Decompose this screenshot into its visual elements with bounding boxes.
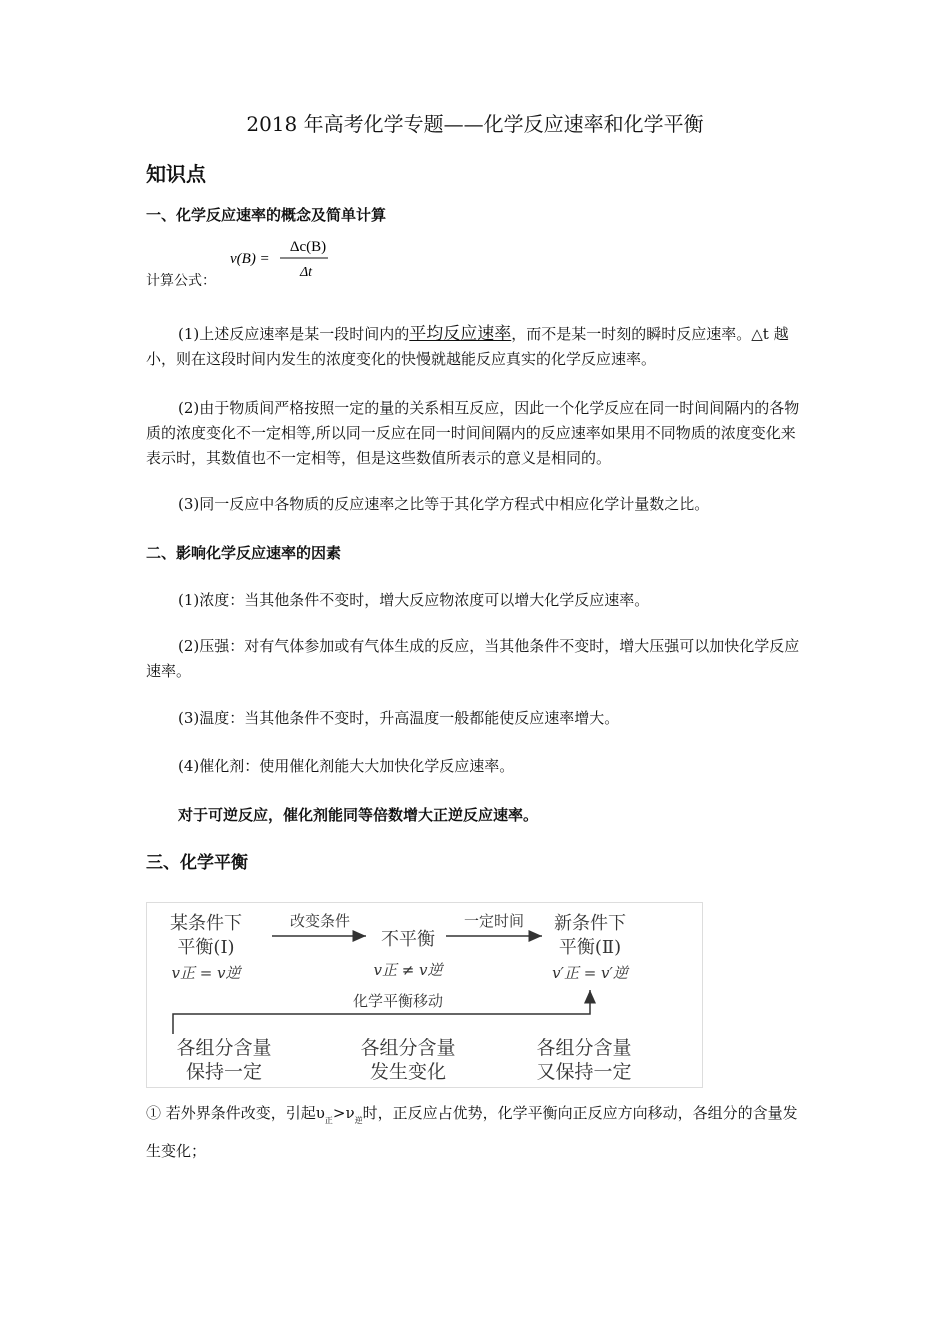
average-rate-emphasis: 平均反应速率 — [409, 324, 512, 344]
state2-line1: 不平衡 — [381, 929, 435, 950]
sec1-paragraph-1: (1)上述反应速率是某一段时间内的平均反应速率，而不是某一时刻的瞬时反应速率。△t 越小，则在这段时间内发生的浓度变化的快慢就越能反应真实的化学反应速率。 — [146, 324, 789, 368]
factor-pressure: (2)压强：对有气体参加或有气体生成的反应，当其他条件不变时，增大压强可以加快化学反应速率。 — [146, 637, 800, 680]
bottom1-line2: 保持一定 — [185, 1061, 263, 1083]
bottom3-line2: 又保持一定 — [536, 1061, 632, 1083]
state3-line1: 新条件下 — [554, 913, 626, 934]
state1-line2: 平衡(Ⅰ) — [177, 937, 235, 958]
catalyst-note: 对于可逆反应，催化剂能同等倍数增大正逆反应速率。 — [178, 806, 539, 824]
bottom3-line1: 各组分含量 — [536, 1037, 632, 1059]
state3-line2: 平衡(Ⅱ) — [558, 937, 622, 958]
arrow1-label: 改变条件 — [289, 912, 351, 930]
formula-lhs: v(B) = — [230, 251, 270, 267]
formula-denominator: Δt — [299, 265, 313, 280]
state1-line1: 某条件下 — [170, 913, 242, 934]
factor-temperature: (3)温度：当其他条件不变时，升高温度一般都能使反应速率增大。 — [178, 709, 620, 727]
section-1-heading: 一、化学反应速率的概念及简单计算 — [146, 206, 387, 224]
state3-rate-relation: v′正 = v′逆 — [552, 964, 628, 982]
sec3-paragraph-1: ① 若外界条件改变，引起$\upsilon_正>\nu_逆$时，正反应占优势，化学平衡向正反应方向移动，各组分的含量发生变化； — [146, 1104, 798, 1160]
factor-concentration: (1)浓度：当其他条件不变时，增大反应物浓度可以增大化学反应速率。 — [178, 591, 650, 609]
page-title: 2018 年高考化学专题——化学反应速率和化学平衡 — [246, 112, 704, 136]
arrow2-label: 一定时间 — [463, 912, 525, 930]
bottom1-line1: 各组分含量 — [176, 1037, 272, 1059]
state2-rate-relation: v正 ≠ v逆 — [373, 961, 443, 979]
sec1-paragraph-3: (3)同一反应中各物质的反应速率之比等于其化学方程式中相应化学计量数之比。 — [178, 495, 710, 513]
bottom2-line2: 发生变化 — [369, 1061, 447, 1083]
state1-rate-relation: v正 = v逆 — [171, 964, 241, 982]
sec1-paragraph-2: (2)由于物质间严格按照一定的量的关系相互反应，因此一个化学反应在同一时间间隔内的各物质的浓度变化不一定相等,所以同一反应在同一时间间隔内的反应速率如果用不同物质的浓度变化来表示时，其数值也不一定相等，但是这些数值所表示的意义是相同的。 — [146, 399, 800, 467]
factor-catalyst: (4)催化剂：使用催化剂能大大加快化学反应速率。 — [178, 757, 515, 775]
rate-formula — [228, 234, 338, 280]
section-2-heading: 二、影响化学反应速率的因素 — [146, 544, 342, 562]
section-3-heading: 三、化学平衡 — [146, 853, 248, 873]
formula-numerator: Δc(B) — [289, 239, 327, 255]
equilibrium-shift-diagram — [146, 902, 703, 1088]
formula-label: 计算公式： — [146, 273, 216, 289]
shift-label: 化学平衡移动 — [352, 992, 444, 1010]
knowledge-heading: 知识点 — [146, 162, 206, 186]
bottom2-line1: 各组分含量 — [360, 1037, 456, 1059]
